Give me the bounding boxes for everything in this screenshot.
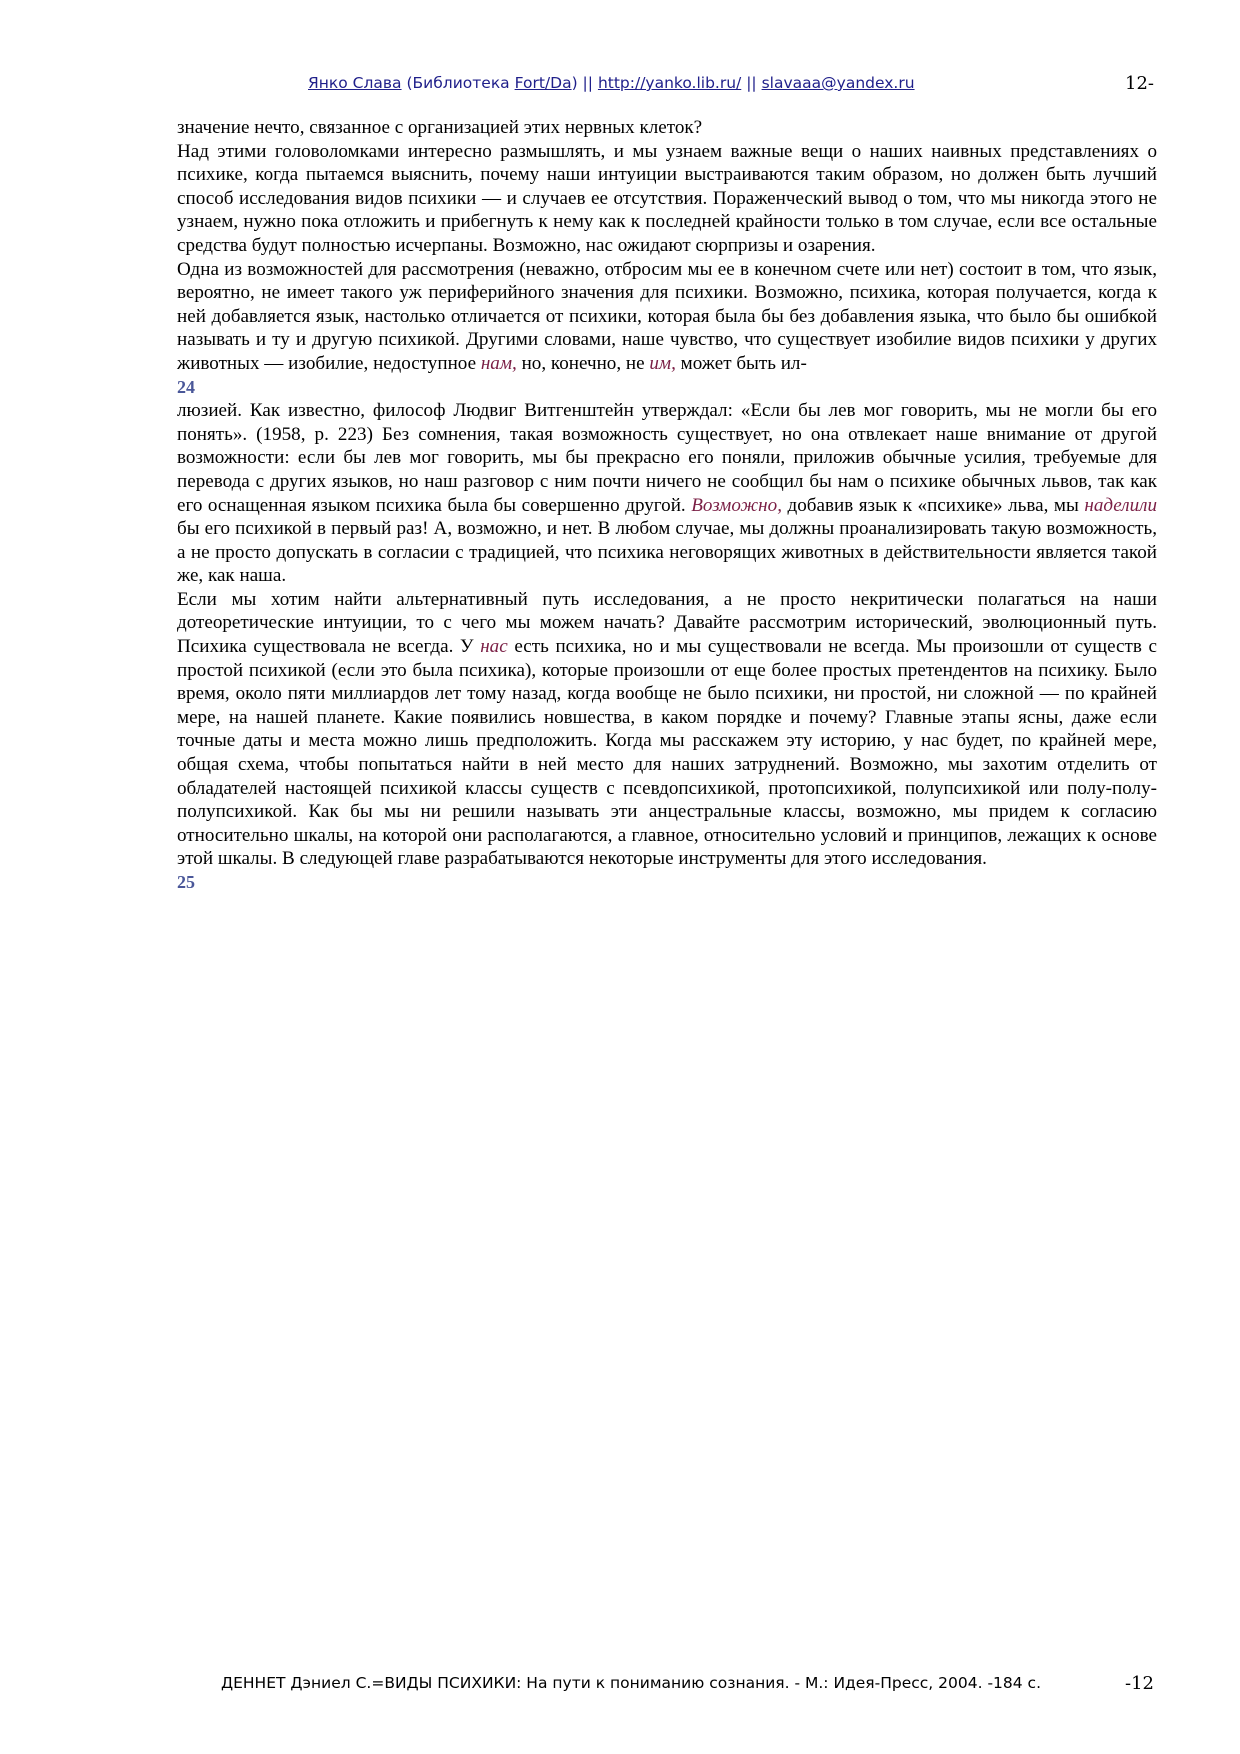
paragraph: значение нечто, связанное с организацией этих нервных клеток? [177, 117, 703, 138]
paragraph [177, 258, 1157, 376]
paragraph-text: может быть ил- [675, 352, 807, 374]
bibliography-line: ДЕННЕТ Дэниел С.=ВИДЫ ПСИХИКИ: На пути к пониманию сознания. - М.: Идея-Пресс, 2004. -184 с. [221, 1674, 1041, 1692]
paragraph-text: Если мы хотим найти альтернативный путь исследования, а не просто некритически полагаться на наши дотеоретические интуиции, то с чего мы можем начать? Давайте рассмотрим исторический, эволюционный путь. Психика существовала не всегда. У [177, 588, 1157, 658]
separator: || [577, 74, 598, 92]
emphasis: Возможно, [691, 494, 782, 516]
paragraph-text: бы его психикой в первый раз! А, возможно, и нет. В любом случае, мы должны проанализировать такую возможность, а не просто допускать в согласии с традицией, что психика неговорящих животных в действительности является такой же, как наша. [177, 518, 1157, 587]
source-page-marker: 25 [177, 872, 195, 892]
document-body [177, 116, 1157, 895]
paragraph-text: люзией. Как известно, философ Людвиг Витгенштейн утверждал: «Если бы лев мог говорить, мы не могли бы его понять». (1958, р. 223) Без сомнения, такая возможность существует, но она отвлекает наше внимание от другой возможности: если бы лев мог говорить, мы бы прекрасно его поняли, приложив обычные усилия, требуемые для перевода с других языков, но наш разговор с ним почти ничего не сообщил бы нам о психике обычных львов, так как его оснащенная языком психика была бы совершенно другой. [177, 400, 1157, 516]
library-suffix: ) [571, 74, 578, 92]
emphasis: наделили [1084, 494, 1157, 516]
separator: || [741, 74, 762, 92]
paragraph: Над этими головоломками интересно размышлять, и мы узнаем важные вещи о наших наивных представлениях о психике, когда пытаемся выяснить, почему наши интуиции выстраиваются таким образом, но должен быть лучший способ исследования видов психики — и случаев ее отсутствия. Пораженческий вывод о том, что мы никогда этого не узнаем, нужно пока отложить и прибегнуть к нему как к последней крайности только в том случае, если все остальные средства будут полностью исчерпаны. Возможно, нас ожидают сюрпризы и озарения. [177, 140, 1157, 256]
paragraph [177, 399, 1157, 588]
header-page-number: 12- [1125, 73, 1154, 94]
paragraph [177, 588, 1157, 871]
paragraph-text: но, конечно, не [516, 352, 650, 374]
emphasis: нам, [480, 352, 517, 374]
footer-page-number: -12 [1125, 1673, 1154, 1694]
library-prefix: (Библиотека [401, 74, 515, 92]
emphasis: нас [480, 636, 508, 658]
library-link[interactable]: Fort/Da [514, 74, 572, 92]
site-link[interactable]: http://yanko.lib.ru/ [597, 74, 742, 92]
paragraph-text: есть психика, но и мы существовали не всегда. Мы произошли от существ с простой психикой (если это была психика), которые произошли от еще более простых претендентов на психику. Было время, около пяти миллиардов лет тому назад, когда вообще не было психики, ни простой, ни сложной — по крайней мере, на нашей планете. Какие появились новшества, в каком порядке и почему? Главные этапы ясны, даже если точные даты и места можно лишь предположить. Когда мы расскажем эту историю, у нас будет, по крайней мере, общая схема, чтобы попытаться найти в ней место для наших затруднений. Возможно, мы захотим отделить от обладателей настоящей психикой классы существ с псевдопсихикой, протопсихикой, полупсихикой или полу-полу-полупсихикой. Как бы мы ни решили называть эти анцестральные классы, возможно, мы придем к согласию относительно шкалы, на которой они располагаются, а главное, относительно условий и принципов, лежащих к основе этой шкалы. В следующей главе разрабатываются некоторые инструменты для этого исследования. [177, 636, 1157, 870]
author-link[interactable]: Янко Слава [308, 74, 402, 92]
paragraph-text: Одна из возможностей для рассмотрения (неважно, отбросим мы ее в конечном счете или нет) состоит в том, что язык, вероятно, не имеет такого уж периферийного значения для психики. Возможно, психика, которая получается, когда к ней добавляется язык, настолько отличается от психики, которая была бы без добавления языка, что было бы ошибкой называть и ту и другую психикой. Другими словами, наше чувство, что существует изобилие видов психики у других животных — изобилие, недоступное [177, 258, 1157, 374]
email-link[interactable]: slavaaa@yandex.ru [761, 74, 915, 92]
paragraph-text: добавив язык к «психике» льва, мы [781, 494, 1085, 516]
header-links [308, 74, 915, 92]
emphasis: им, [649, 352, 676, 374]
source-page-marker: 24 [177, 376, 195, 397]
